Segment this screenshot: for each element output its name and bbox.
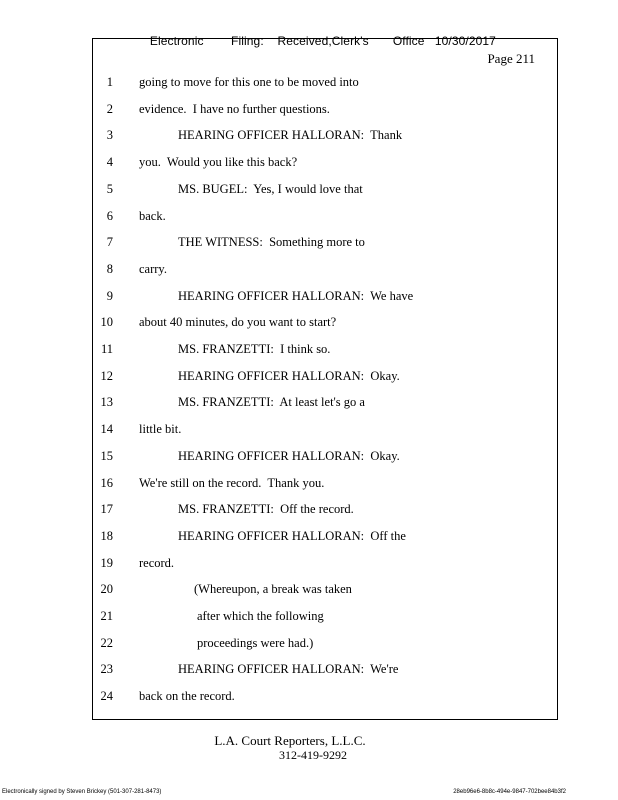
reporter-company: L.A. Court Reporters, L.L.C. bbox=[214, 733, 366, 748]
line-number: 23 bbox=[100, 662, 113, 677]
line-number: 10 bbox=[100, 315, 113, 330]
signature-left: Electronically signed by Steven Brickey (501-307-281-8473) bbox=[2, 789, 162, 795]
line-text: back on the record. bbox=[139, 689, 235, 704]
header-date: 10/30/2017 bbox=[434, 34, 496, 48]
line-number: 24 bbox=[100, 689, 113, 704]
line-number: 21 bbox=[100, 609, 113, 623]
line-text: HEARING OFFICER HALLORAN: We're bbox=[178, 662, 399, 677]
reporter-phone: 312-419-9292 bbox=[279, 748, 347, 762]
line-number: 1 bbox=[106, 75, 113, 89]
line-text: evidence. I have no further questions. bbox=[139, 101, 330, 116]
line-number: 20 bbox=[100, 582, 113, 597]
line-text: HEARING OFFICER HALLORAN: Off the bbox=[178, 528, 406, 543]
line-number: 2 bbox=[106, 101, 113, 116]
line-number: 8 bbox=[106, 261, 113, 276]
header-electronic: Electronic bbox=[149, 34, 204, 48]
line-text: carry. bbox=[139, 261, 167, 276]
line-number: 19 bbox=[100, 555, 113, 570]
header-received-clerks: Received,Clerk's bbox=[277, 34, 369, 48]
line-text: HEARING OFFICER HALLORAN: We have bbox=[178, 288, 414, 303]
line-text: about 40 minutes, do you want to start? bbox=[139, 315, 337, 330]
line-text: MS. BUGEL: Yes, I would love that bbox=[178, 181, 363, 196]
line-text: MS. FRANZETTI: At least let's go a bbox=[178, 395, 365, 410]
line-text: MS. FRANZETTI: I think so. bbox=[178, 342, 331, 356]
line-number: 6 bbox=[106, 208, 113, 223]
line-number: 3 bbox=[106, 128, 113, 143]
line-number: 16 bbox=[100, 475, 113, 490]
line-number: 18 bbox=[100, 528, 113, 543]
line-number: 22 bbox=[100, 635, 113, 650]
line-number: 9 bbox=[106, 288, 113, 303]
line-text: after which the following bbox=[197, 609, 324, 623]
line-text: record. bbox=[139, 555, 175, 570]
line-number: 13 bbox=[100, 395, 113, 410]
line-text: HEARING OFFICER HALLORAN: Okay. bbox=[178, 368, 400, 383]
line-text: MS. FRANZETTI: Off the record. bbox=[178, 502, 354, 517]
line-text: We're still on the record. Thank you. bbox=[139, 475, 325, 490]
line-number: 12 bbox=[100, 368, 113, 383]
line-number: 4 bbox=[106, 155, 113, 170]
line-text: back. bbox=[139, 208, 166, 223]
line-number: 7 bbox=[106, 235, 113, 250]
line-number: 15 bbox=[100, 448, 113, 463]
line-number: 5 bbox=[106, 181, 113, 196]
header-filing: Filing: bbox=[231, 34, 264, 48]
header-office: Office bbox=[392, 34, 425, 48]
line-number: 14 bbox=[100, 422, 113, 437]
signature-id: 28eb96e6-8b8c-494e-9847-702bee84b3f2 bbox=[453, 789, 566, 795]
line-text: THE WITNESS: Something more to bbox=[178, 235, 365, 250]
line-text: HEARING OFFICER HALLORAN: Thank bbox=[178, 128, 403, 143]
line-text: you. Would you like this back? bbox=[139, 155, 298, 170]
transcript-page-frame bbox=[92, 38, 558, 720]
line-text: going to move for this one to be moved into bbox=[139, 75, 359, 89]
page-number: Page 211 bbox=[487, 51, 535, 66]
line-text: (Whereupon, a break was taken bbox=[194, 582, 352, 597]
line-number: 11 bbox=[100, 342, 113, 356]
line-text: proceedings were had.) bbox=[197, 635, 314, 650]
line-number: 17 bbox=[100, 502, 113, 517]
line-text: HEARING OFFICER HALLORAN: Okay. bbox=[178, 448, 400, 463]
line-text: little bit. bbox=[139, 422, 182, 437]
